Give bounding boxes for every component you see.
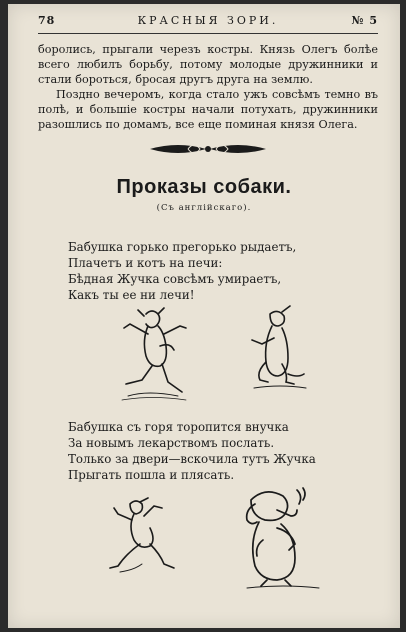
dancing-dog-illustration bbox=[108, 304, 198, 404]
running-header bbox=[38, 14, 378, 32]
poem-line: Прыгать пошла и плясать. bbox=[68, 468, 235, 482]
journal-title: КРАСНЫЯ ЗОРИ. bbox=[137, 14, 279, 27]
poem-line: Бабушка горько прегорько рыдаетъ, bbox=[68, 240, 297, 254]
begging-dog-illustration bbox=[236, 304, 316, 404]
poem-line: Бѣдная Жучка совсѣмъ умираетъ, bbox=[68, 272, 282, 286]
prose-block bbox=[38, 42, 378, 132]
poem-line: Какъ ты ее ни лечи! bbox=[68, 288, 195, 302]
poem-line: Плачетъ и котъ на печи: bbox=[68, 256, 223, 270]
poem-line: За новымъ лекарствомъ послать. bbox=[68, 436, 275, 450]
poem-title: Проказы собаки. bbox=[116, 176, 292, 198]
issue-number: № 5 bbox=[351, 14, 378, 27]
poem-subtitle: (Съ англійскаго). bbox=[156, 203, 252, 213]
book-page bbox=[8, 4, 400, 628]
ornament-divider-icon bbox=[148, 139, 268, 159]
prose-paragraph-1: боролись, прыгали черезъ костры. Князь Олегъ болѣе всего любилъ борьбу, потому молодые дружинники и стали бороться, бросая другъ друга на землю. bbox=[38, 43, 378, 86]
pipe-smoking-dog-illustration bbox=[233, 482, 333, 592]
header-rule bbox=[38, 33, 378, 34]
prose-paragraph-2: Поздно вечеромъ, когда стало ужъ совсѣмъ темно въ полѣ, и большіе костры начали потухать, дружинники разошлись по домамъ, все еще поминая князя Олега. bbox=[38, 88, 378, 131]
poem-stanza-2 bbox=[68, 419, 316, 483]
poem-line: Бабушка съ горя торопится внучка bbox=[68, 420, 289, 434]
poem-line: Только за двери—вскочила тутъ Жучка bbox=[68, 452, 316, 466]
page-number: 78 bbox=[38, 14, 56, 27]
jumping-dog-illustration bbox=[100, 494, 190, 584]
poem-stanza-1 bbox=[68, 239, 296, 303]
